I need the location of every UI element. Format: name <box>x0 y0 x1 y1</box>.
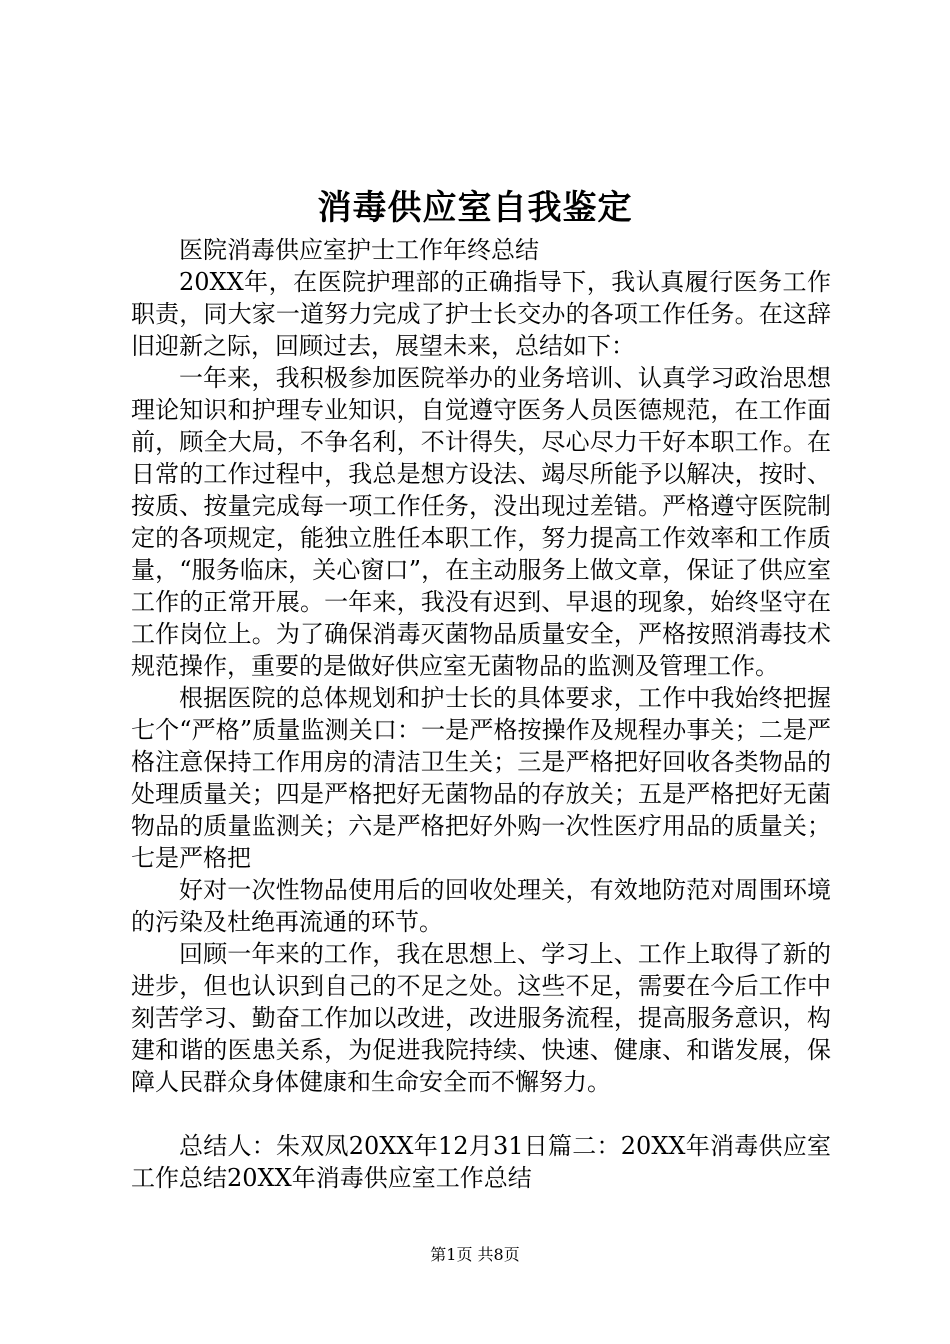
paragraph-disposal: 好对一次性物品使用后的回收处理关，有效地防范对周围环境的污染及杜绝再流通的环节。 <box>131 876 831 936</box>
paragraph-work-review: 一年来，我积极参加医院举办的业务培训、认真学习政治思想理论知识和护理专业知识，自觉遵守医务人员医德规范，在工作面前，顾全大局，不争名利，不计得失，尽心尽力干好本职工作。在日常的工作过程中，我总是想方设法、竭尽所能予以解决，按时、按质、按量完成每一项工作任务，没出现过差错。严格遵守医院制定的各项规定，能独立胜任本职工作，努力提高工作效率和工作质量，“服务临床，关心窗口”，在主动服务上做文章，保证了供应室工作的正常开展。一年来，我没有迟到、早退的现象，始终坚守在工作岗位上。为了确保消毒灭菌物品质量安全，严格按照消毒技术规范操作，重要的是做好供应室无菌物品的监测及管理工作。 <box>131 364 831 680</box>
paragraph-signature: 总结人：朱双凤20XX年12月31日篇二：20XX年消毒供应室工作总结20XX年消毒供应室工作总结 <box>131 1132 831 1192</box>
paragraph-quality-checks: 根据医院的总体规划和护士长的具体要求，工作中我始终把握七个“严格”质量监测关口：一是严格按操作及规程办事关；二是严格注意保持工作用房的清洁卫生关；三是严格把好回收各类物品的处理质量关；四是严格把好无菌物品的存放关；五是严格把好无菌物品的质量监测关；六是严格把好外购一次性医疗用品的质量关；七是严格把 <box>131 684 831 872</box>
paragraph-intro: 20XX年，在医院护理部的正确指导下，我认真履行医务工作职责，同大家一道努力完成了护士长交办的各项工作任务。在这辞旧迎新之际，回顾过去，展望未来，总结如下： <box>131 268 831 360</box>
document-title: 消毒供应室自我鉴定 <box>317 188 633 228</box>
page-number-footer: 第1页 共8页 <box>430 1245 520 1264</box>
document-body <box>131 234 831 1194</box>
paragraph-reflection: 回顾一年来的工作，我在思想上、学习上、工作上取得了新的进步，但也认识到自己的不足之处。这些不足，需要在今后工作中刻苦学习、勤奋工作加以改进，改进服务流程，提高服务意识，构建和谐的医患关系，为促进我院持续、快速、健康、和谐发展，保障人民群众身体健康和生命安全而不懈努力。 <box>131 940 831 1096</box>
paragraph-subtitle: 医院消毒供应室护士工作年终总结 <box>179 236 539 264</box>
